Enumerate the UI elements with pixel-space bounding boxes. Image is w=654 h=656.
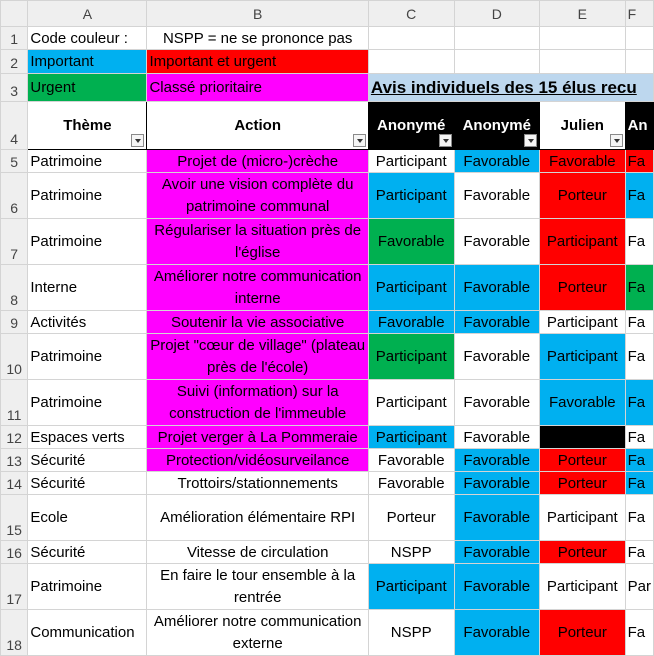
sheet-title[interactable]: Avis individuels des 15 élus recu (368, 74, 653, 102)
cell-vote[interactable]: Favorable (454, 150, 539, 173)
cell-vote[interactable]: Fa (625, 334, 653, 380)
cell-theme[interactable]: Patrimoine (28, 219, 147, 265)
cell-vote[interactable]: Participant (540, 334, 626, 380)
cell-vote[interactable]: Porteur (540, 541, 626, 564)
filter-dropdown-icon[interactable] (524, 134, 537, 147)
cell-vote[interactable]: Fa (625, 311, 653, 334)
row-header[interactable]: 5 (1, 150, 28, 173)
cell-vote[interactable]: Favorable (368, 219, 454, 265)
cell-action[interactable]: En faire le tour ensemble à la rentrée (147, 564, 368, 610)
cell-action[interactable]: Amélioration élémentaire RPI (147, 495, 368, 541)
cell-action[interactable]: Suivi (information) sur la construction de l'immeuble (147, 380, 368, 426)
cell-vote[interactable]: Favorable (454, 426, 539, 449)
cell-vote[interactable]: Fa (625, 380, 653, 426)
row-header[interactable]: 17 (1, 564, 28, 610)
row-1 (1, 27, 654, 50)
cell-f2[interactable] (625, 50, 653, 74)
cell-vote[interactable]: Favorable (454, 541, 539, 564)
table-row (1, 610, 654, 656)
cell-action[interactable]: Avoir une vision complète du patrimoine communal (147, 173, 368, 219)
cell-vote[interactable]: Porteur (540, 173, 626, 219)
row-2 (1, 50, 654, 74)
row-header[interactable]: 18 (1, 610, 28, 656)
cell-theme[interactable]: Patrimoine (28, 173, 147, 219)
header-julien[interactable] (540, 102, 626, 150)
cell-vote[interactable]: Favorable (454, 610, 539, 656)
row-header[interactable]: 2 (1, 50, 28, 74)
cell-vote[interactable]: Favorable (454, 472, 539, 495)
header-anonyme-3[interactable] (625, 102, 653, 150)
cell-vote[interactable]: Favorable (540, 380, 626, 426)
cell-vote[interactable]: Fa (625, 541, 653, 564)
cell-theme[interactable]: Espaces verts (28, 426, 147, 449)
cell-vote[interactable]: Fa (625, 426, 653, 449)
header-label: An (627, 117, 648, 134)
cell-vote[interactable]: Favorable (540, 150, 626, 173)
row-header[interactable]: 3 (1, 74, 28, 102)
column-header-c[interactable]: C (368, 1, 454, 27)
cell-a3-legend-urgent[interactable]: Urgent (28, 74, 147, 102)
cell-vote[interactable]: Participant (368, 150, 454, 173)
cell-vote[interactable]: Participant (368, 265, 454, 311)
cell-b3-legend-prioritaire[interactable]: Classé prioritaire (147, 74, 368, 102)
table-row (1, 495, 654, 541)
cell-vote[interactable]: Participant (368, 380, 454, 426)
table-row (1, 150, 654, 173)
cell-vote[interactable]: Favorable (368, 472, 454, 495)
header-anonyme-2[interactable] (454, 102, 539, 150)
cell-c2[interactable] (368, 50, 454, 74)
cell-vote[interactable]: Participant (540, 495, 626, 541)
cell-vote[interactable]: Participant (368, 564, 454, 610)
cell-vote[interactable]: Favorable (454, 219, 539, 265)
table-row (1, 472, 654, 495)
cell-theme[interactable]: Patrimoine (28, 150, 147, 173)
cell-action[interactable]: Projet verger à La Pommeraie (147, 426, 368, 449)
row-header[interactable]: 1 (1, 27, 28, 50)
header-action[interactable] (147, 102, 368, 150)
row-header[interactable]: 12 (1, 426, 28, 449)
row-header[interactable]: 9 (1, 311, 28, 334)
cell-vote[interactable]: Favorable (454, 449, 539, 472)
cell-theme[interactable]: Interne (28, 265, 147, 311)
cell-vote[interactable]: Fa (625, 610, 653, 656)
table-row (1, 449, 654, 472)
cell-vote[interactable]: NSPP (368, 541, 454, 564)
cell-vote[interactable]: Fa (625, 219, 653, 265)
cell-vote[interactable]: Porteur (540, 472, 626, 495)
row-3 (1, 74, 654, 102)
select-all-corner[interactable] (1, 1, 28, 27)
cell-vote[interactable]: Favorable (454, 311, 539, 334)
header-theme[interactable] (28, 102, 147, 150)
cell-action[interactable]: Régulariser la situation près de l'église (147, 219, 368, 265)
row-header[interactable]: 16 (1, 541, 28, 564)
cell-e2[interactable] (540, 50, 626, 74)
cell-vote[interactable]: Porteur (368, 495, 454, 541)
cell-vote[interactable]: Porteur (540, 449, 626, 472)
table-row (1, 173, 654, 219)
cell-c1[interactable] (368, 27, 454, 50)
table-row (1, 334, 654, 380)
cell-vote[interactable]: Porteur (540, 610, 626, 656)
column-header-b[interactable]: B (147, 1, 368, 27)
cell-vote[interactable]: Favorable (454, 265, 539, 311)
filter-dropdown-icon[interactable] (610, 134, 623, 147)
cell-vote[interactable]: Favorable (454, 334, 539, 380)
row-header[interactable]: 13 (1, 449, 28, 472)
cell-theme[interactable]: Activités (28, 311, 147, 334)
cell-vote[interactable]: Participant (540, 311, 626, 334)
header-label: Anonymé (462, 117, 531, 134)
table-row (1, 541, 654, 564)
cell-vote[interactable]: Par (625, 564, 653, 610)
cell-action[interactable]: Soutenir la vie associative (147, 311, 368, 334)
cell-theme[interactable]: Sécurité (28, 472, 147, 495)
cell-action[interactable]: Protection/vidéosurveilance (147, 449, 368, 472)
cell-vote[interactable]: Favorable (454, 173, 539, 219)
cell-theme[interactable]: Patrimoine (28, 564, 147, 610)
cell-vote[interactable]: Participant (540, 219, 626, 265)
column-header-e[interactable]: E (540, 1, 626, 27)
cell-vote[interactable]: Favorable (368, 449, 454, 472)
cell-e1[interactable] (540, 27, 626, 50)
row-header[interactable]: 4 (1, 102, 28, 150)
cell-theme[interactable]: Sécurité (28, 449, 147, 472)
filter-dropdown-icon[interactable] (353, 134, 366, 147)
cell-vote[interactable]: Participant (368, 173, 454, 219)
header-label: Action (234, 117, 282, 134)
cell-action[interactable]: Améliorer notre communication externe (147, 610, 368, 656)
cell-vote[interactable]: Favorable (454, 495, 539, 541)
cell-vote[interactable]: Fa (625, 150, 653, 173)
cell-theme[interactable]: Patrimoine (28, 380, 147, 426)
cell-theme[interactable]: Ecole (28, 495, 147, 541)
row-4-headers (1, 102, 654, 150)
cell-theme[interactable]: Sécurité (28, 541, 147, 564)
table-row (1, 311, 654, 334)
row-header[interactable]: 8 (1, 265, 28, 311)
row-header[interactable]: 11 (1, 380, 28, 426)
cell-vote[interactable]: Fa (625, 495, 653, 541)
header-label: Thème (63, 117, 112, 134)
cell-vote[interactable]: Fa (625, 265, 653, 311)
cell-d1[interactable] (454, 27, 539, 50)
table-row (1, 265, 654, 311)
cell-vote[interactable]: Favorable (368, 311, 454, 334)
cell-vote[interactable] (540, 426, 626, 449)
row-header[interactable]: 10 (1, 334, 28, 380)
row-header[interactable]: 7 (1, 219, 28, 265)
cell-a2-legend-important[interactable]: Important (28, 50, 147, 74)
table-row (1, 564, 654, 610)
header-anonyme-1[interactable] (368, 102, 454, 150)
cell-a1[interactable]: Code couleur : (28, 27, 147, 50)
cell-vote[interactable]: Participant (368, 426, 454, 449)
cell-d2[interactable] (454, 50, 539, 74)
header-label: Anonymé (377, 117, 446, 134)
cell-theme[interactable]: Patrimoine (28, 334, 147, 380)
filter-dropdown-icon[interactable] (131, 134, 144, 147)
column-header-a[interactable]: A (28, 1, 147, 27)
cell-vote[interactable]: Fa (625, 472, 653, 495)
cell-action[interactable]: Projet de (micro-)crèche (147, 150, 368, 173)
cell-vote[interactable]: Porteur (540, 265, 626, 311)
table-row (1, 426, 654, 449)
table-row (1, 380, 654, 426)
cell-vote[interactable]: NSPP (368, 610, 454, 656)
column-header-d[interactable]: D (454, 1, 539, 27)
column-header-f[interactable]: F (625, 1, 653, 27)
cell-vote[interactable]: Participant (368, 334, 454, 380)
cell-action[interactable]: Trottoirs/stationnements (147, 472, 368, 495)
header-label: Julien (560, 117, 604, 134)
cell-action[interactable]: Projet "cœur de village" (plateau près de l'école) (147, 334, 368, 380)
cell-vote[interactable]: Fa (625, 449, 653, 472)
cell-vote[interactable]: Participant (540, 564, 626, 610)
cell-action[interactable]: Vitesse de circulation (147, 541, 368, 564)
cell-vote[interactable]: Favorable (454, 564, 539, 610)
row-header[interactable]: 6 (1, 173, 28, 219)
row-header[interactable]: 14 (1, 472, 28, 495)
cell-vote[interactable]: Fa (625, 173, 653, 219)
filter-dropdown-icon[interactable] (439, 134, 452, 147)
cell-theme[interactable]: Communication (28, 610, 147, 656)
row-header[interactable]: 15 (1, 495, 28, 541)
cell-f1[interactable] (625, 27, 653, 50)
cell-action[interactable]: Améliorer notre communication interne (147, 265, 368, 311)
cell-vote[interactable]: Favorable (454, 380, 539, 426)
cell-b2-legend-important-urgent[interactable]: Important et urgent (147, 50, 368, 74)
table-row (1, 219, 654, 265)
cell-b1[interactable]: NSPP = ne se prononce pas (147, 27, 368, 50)
